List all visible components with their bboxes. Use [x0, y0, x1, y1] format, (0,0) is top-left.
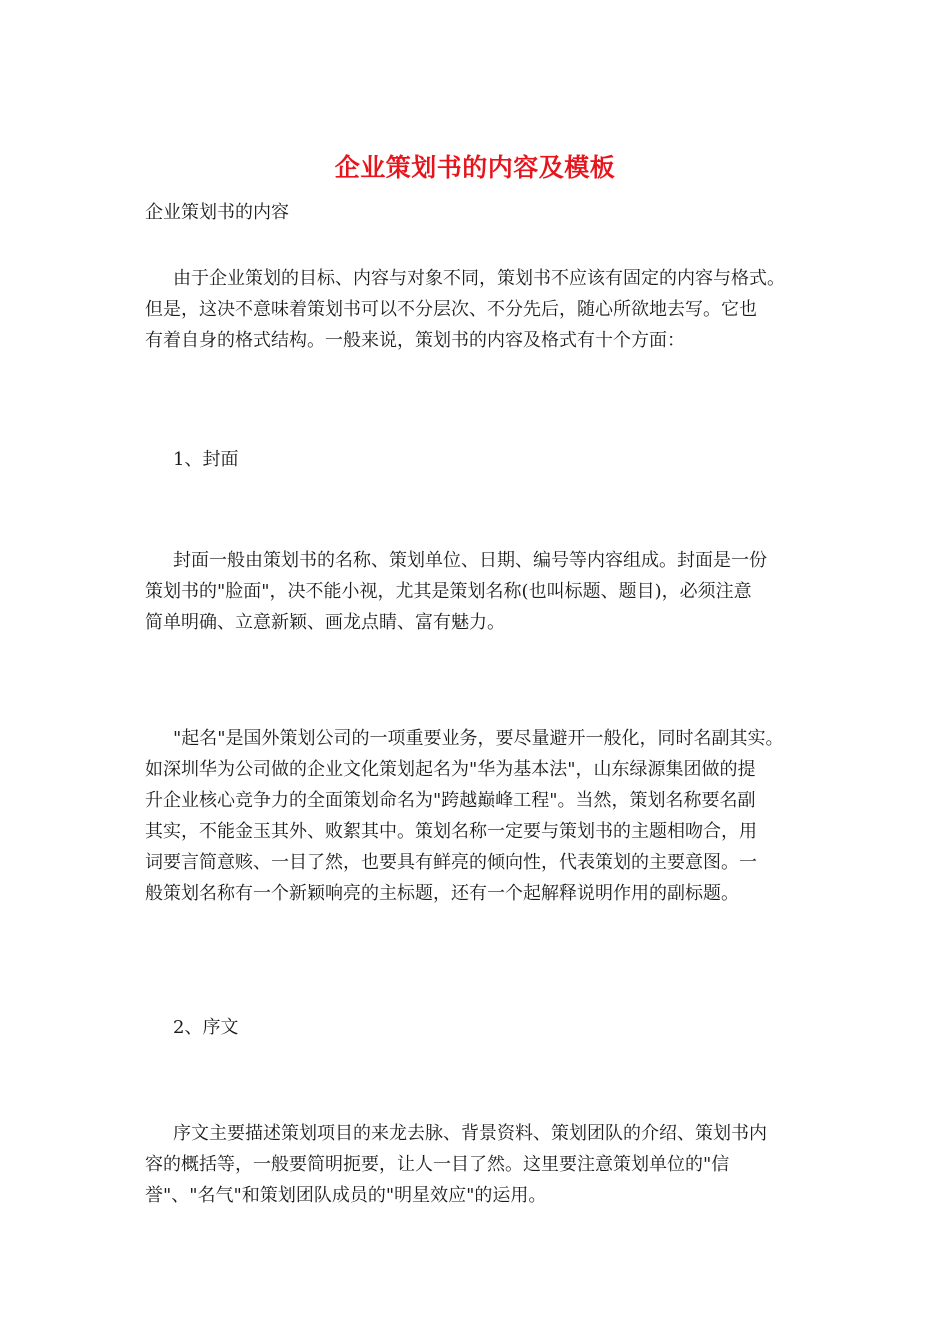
paragraph-line: 有着自身的格式结构。一般来说，策划书的内容及格式有十个方面： — [145, 330, 685, 351]
section-heading-preface: 2、序文 — [173, 1017, 239, 1038]
paragraph-line: 容的概括等，一般要简明扼要，让人一目了然。这里要注意策划单位的"信 — [145, 1154, 730, 1175]
section-heading-cover: 1、封面 — [173, 449, 239, 470]
paragraph-line: 但是，这决不意味着策划书可以不分层次、不分先后，随心所欲地去写。它也 — [145, 299, 757, 320]
intro-paragraph — [145, 263, 835, 356]
cover-paragraph-1 — [145, 545, 835, 638]
preface-paragraph — [145, 1118, 835, 1211]
paragraph-line: 简单明确、立意新颖、画龙点睛、富有魅力。 — [145, 612, 505, 633]
paragraph-line: 封面一般由策划书的名称、策划单位、日期、编号等内容组成。封面是一份 — [173, 550, 767, 571]
paragraph-line: 策划书的"脸面"，决不能小视，尤其是策划名称(也叫标题、题目)，必须注意 — [145, 581, 752, 602]
paragraph-line: 誉"、"名气"和策划团队成员的"明星效应"的运用。 — [145, 1185, 547, 1206]
cover-paragraph-2 — [145, 723, 835, 909]
paragraph-line: 如深圳华为公司做的企业文化策划起名为"华为基本法"，山东绿源集团做的提 — [145, 759, 756, 780]
paragraph-line: 由于企业策划的目标、内容与对象不同，策划书不应该有固定的内容与格式。 — [173, 268, 785, 289]
paragraph-line: "起名"是国外策划公司的一项重要业务，要尽量避开一般化，同时名副其实。 — [173, 728, 784, 749]
paragraph-line: 升企业核心竞争力的全面策划命名为"跨越巅峰工程"。当然，策划名称要名副 — [145, 790, 756, 811]
document-subtitle: 企业策划书的内容 — [145, 202, 289, 223]
paragraph-line: 其实，不能金玉其外、败絮其中。策划名称一定要与策划书的主题相吻合，用 — [145, 821, 757, 842]
document-title: 企业策划书的内容及模板 — [334, 153, 616, 182]
paragraph-line: 般策划名称有一个新颖响亮的主标题，还有一个起解释说明作用的副标题。 — [145, 883, 739, 904]
paragraph-line: 序文主要描述策划项目的来龙去脉、背景资料、策划团队的介绍、策划书内 — [173, 1123, 767, 1144]
paragraph-line: 词要言简意赅、一目了然，也要具有鲜亮的倾向性，代表策划的主要意图。一 — [145, 852, 757, 873]
